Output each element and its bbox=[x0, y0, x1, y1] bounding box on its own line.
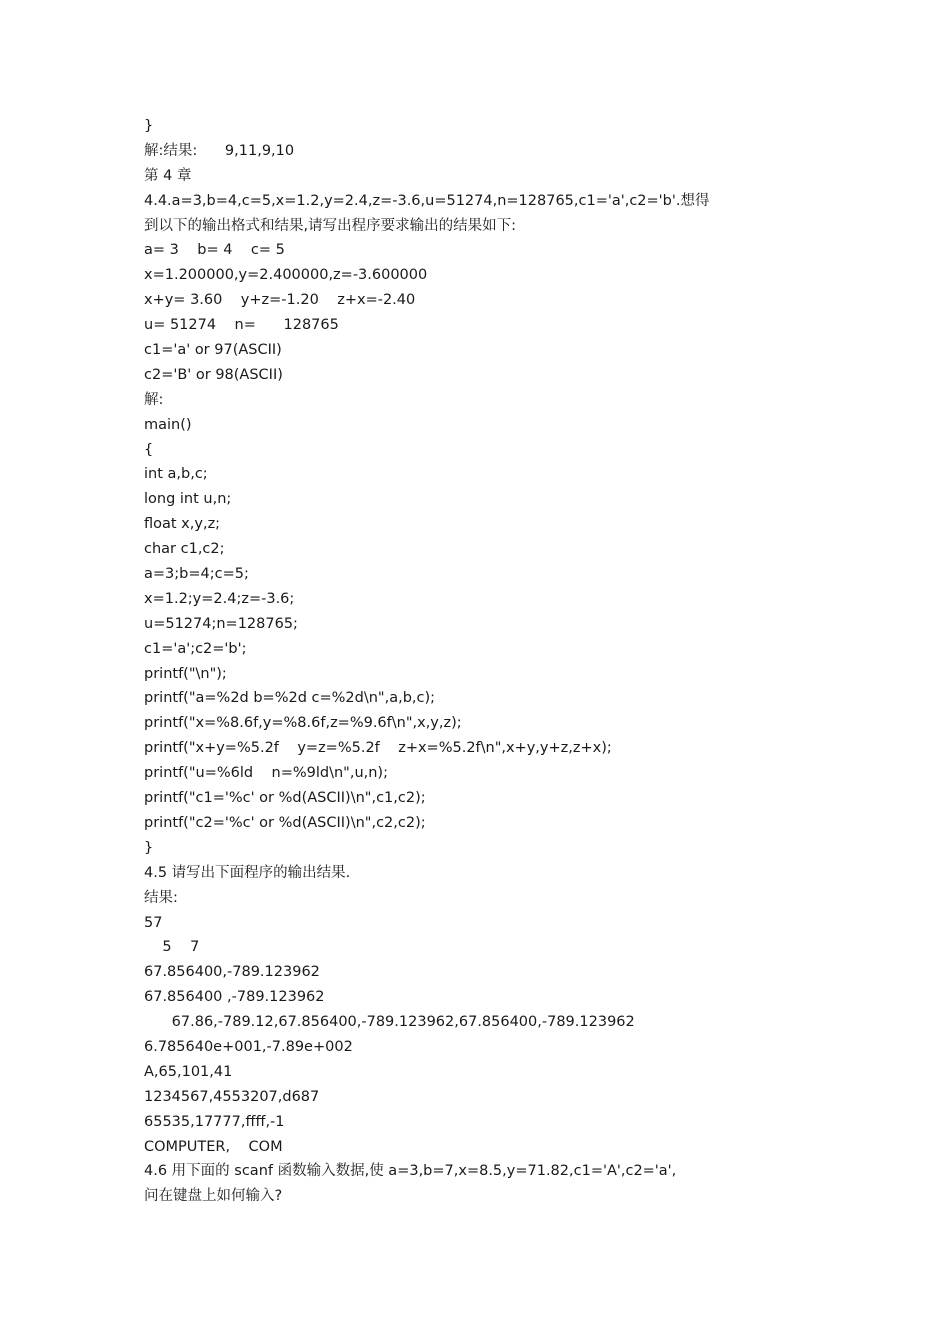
code-line: printf("x=%8.6f,y=%8.6f,z=%9.6f\n",x,y,z); bbox=[144, 715, 462, 732]
output-line: 67.856400 ,-789.123962 bbox=[144, 989, 325, 1006]
code-line: x=1.2;y=2.4;z=-3.6; bbox=[144, 590, 295, 607]
code-line: printf("x+y=%5.2f y=z=%5.2f z+x=%5.2f\n",x+y,y+z,z+x); bbox=[144, 740, 612, 757]
code-line: char c1,c2; bbox=[144, 541, 225, 558]
code-line: int a,b,c; bbox=[144, 466, 208, 483]
code-line: printf("\n"); bbox=[144, 665, 227, 682]
output-line: 5 7 bbox=[144, 939, 200, 956]
text-line: 4.6 用下面的 scanf 函数输入数据,使 a=3,b=7,x=8.5,y=71.82,c1='A',c2='a', bbox=[144, 1163, 677, 1180]
output-line: COMPUTER, COM bbox=[144, 1138, 283, 1155]
output-line: A,65,101,41 bbox=[144, 1063, 233, 1080]
text-line: x=1.200000,y=2.400000,z=-3.600000 bbox=[144, 267, 428, 284]
text-line: u= 51274 n= 128765 bbox=[144, 317, 339, 334]
output-line: 1234567,4553207,d687 bbox=[144, 1088, 320, 1105]
code-line: printf("u=%6ld n=%9ld\n",u,n); bbox=[144, 765, 388, 782]
text-line: 到以下的输出格式和结果,请写出程序要求输出的结果如下: bbox=[144, 217, 516, 234]
code-line: { bbox=[144, 441, 154, 458]
code-line: u=51274;n=128765; bbox=[144, 615, 298, 632]
output-line: 67.856400,-789.123962 bbox=[144, 964, 320, 981]
output-line: 57 bbox=[144, 914, 163, 931]
text-line: 解:结果: 9,11,9,10 bbox=[144, 142, 295, 159]
output-line: 6.785640e+001,-7.89e+002 bbox=[144, 1038, 353, 1055]
text-line: 解: bbox=[144, 391, 164, 408]
code-line: long int u,n; bbox=[144, 491, 232, 508]
code-line: printf("c1='%c' or %d(ASCII)\n",c1,c2); bbox=[144, 790, 426, 807]
text-line: x+y= 3.60 y+z=-1.20 z+x=-2.40 bbox=[144, 292, 416, 309]
text-line: c1='a' or 97(ASCII) bbox=[144, 342, 282, 359]
text-line: } bbox=[144, 118, 154, 134]
text-line: 结果: bbox=[144, 889, 178, 906]
chapter-heading: 第 4 章 bbox=[144, 167, 192, 184]
text-line: 4.4.a=3,b=4,c=5,x=1.2,y=2.4,z=-3.6,u=51274,n=128765,c1='a',c2='b'.想得 bbox=[144, 192, 710, 209]
code-line: main() bbox=[144, 416, 192, 433]
text-line: 4.5 请写出下面程序的输出结果. bbox=[144, 864, 351, 881]
output-line: 67.86,-789.12,67.856400,-789.123962,67.856400,-789.123962 bbox=[144, 1014, 635, 1031]
output-line: 65535,17777,ffff,-1 bbox=[144, 1113, 285, 1130]
code-line: c1='a';c2='b'; bbox=[144, 640, 247, 657]
code-line: printf("a=%2d b=%2d c=%2d\n",a,b,c); bbox=[144, 690, 436, 707]
code-line: } bbox=[144, 839, 154, 856]
code-line: a=3;b=4;c=5; bbox=[144, 566, 249, 583]
code-line: float x,y,z; bbox=[144, 516, 221, 533]
text-line: c2='B' or 98(ASCII) bbox=[144, 366, 283, 383]
code-line: printf("c2='%c' or %d(ASCII)\n",c2,c2); bbox=[144, 814, 426, 831]
document-body bbox=[144, 114, 844, 1209]
text-line: a= 3 b= 4 c= 5 bbox=[144, 242, 285, 259]
text-line: 问在键盘上如何输入? bbox=[144, 1188, 283, 1205]
